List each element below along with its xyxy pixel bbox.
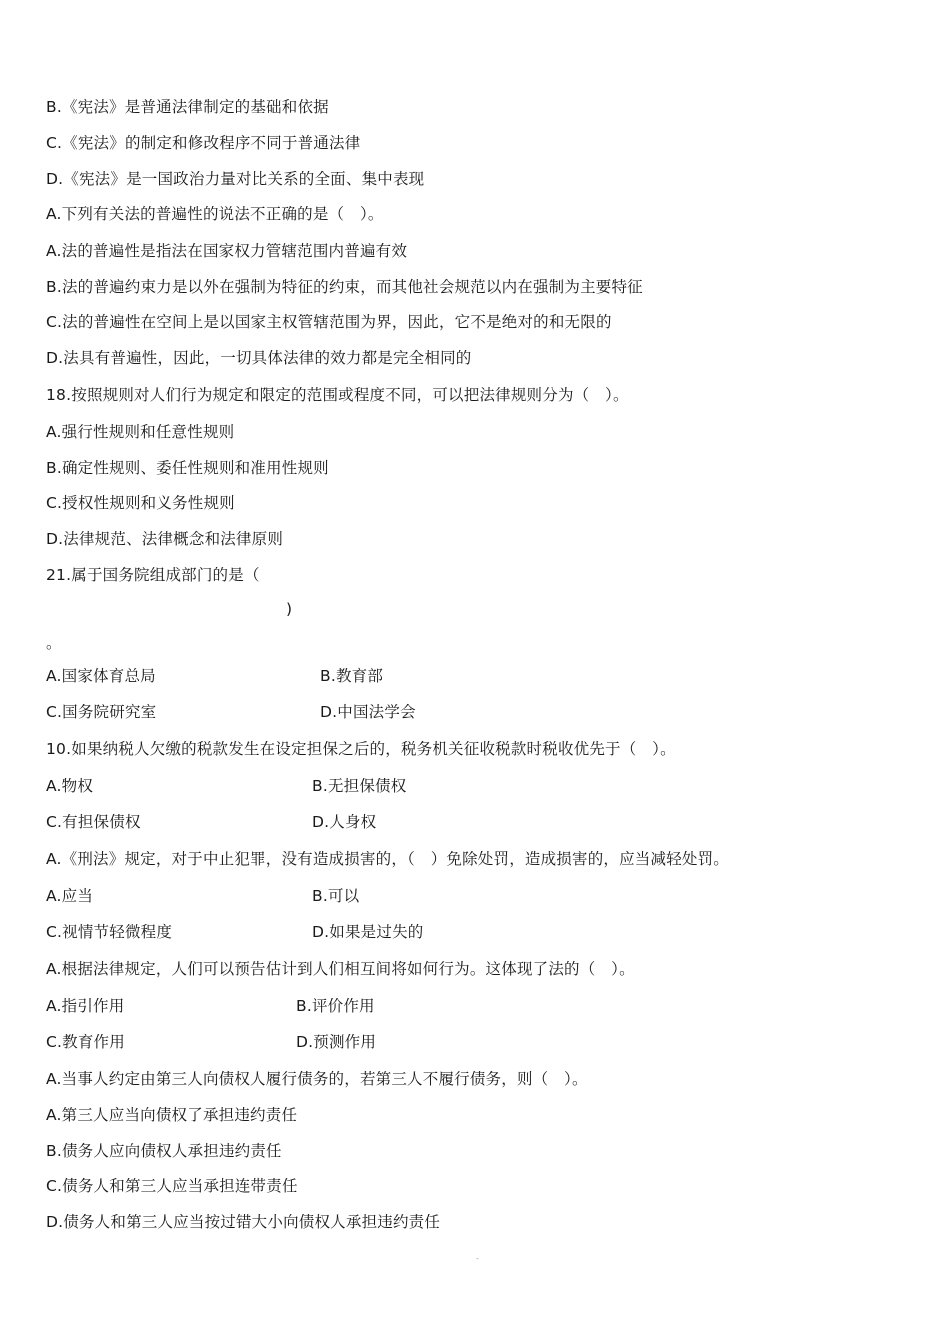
text-line: ) bbox=[286, 600, 293, 618]
option-text: A.国家体育总局 bbox=[46, 667, 156, 685]
option-text: D.法律规范、法律概念和法律原则 bbox=[46, 530, 284, 548]
option-text: D.中国法学会 bbox=[320, 703, 416, 721]
option-text: A.物权 bbox=[46, 777, 94, 795]
option-text: B.可以 bbox=[312, 887, 360, 905]
question-text: A.根据法律规定，人们可以预告估计到人们相互间将如何行为。这体现了法的（ ）。 bbox=[46, 960, 635, 978]
question-text: A.《刑法》规定，对于中止犯罪，没有造成损害的，（ ）免除处罚，造成损害的，应当减轻处罚。 bbox=[46, 850, 730, 868]
option-text: D.债务人和第三人应当按过错大小向债权人承担违约责任 bbox=[46, 1213, 441, 1231]
option-text: A.强行性规则和任意性规则 bbox=[46, 423, 235, 441]
option-text: C.债务人和第三人应当承担连带责任 bbox=[46, 1177, 298, 1195]
option-text: D.人身权 bbox=[312, 813, 377, 831]
question-text: A.下列有关法的普遍性的说法不正确的是（ ）。 bbox=[46, 205, 384, 223]
text-line: C.《宪法》的制定和修改程序不同于普通法律 bbox=[46, 134, 361, 152]
option-text: C.授权性规则和义务性规则 bbox=[46, 494, 235, 512]
option-text: C.法的普遍性在空间上是以国家主权管辖范围为界，因此，它不是绝对的和无限的 bbox=[46, 313, 612, 331]
option-text: A.指引作用 bbox=[46, 997, 125, 1015]
option-text: B.无担保债权 bbox=[312, 777, 407, 795]
option-text: A.法的普遍性是指法在国家权力管辖范围内普遍有效 bbox=[46, 242, 408, 260]
question-text: A.当事人约定由第三人向债权人履行债务的，若第三人不履行债务，则（ ）。 bbox=[46, 1070, 588, 1088]
option-text: B.法的普遍约束力是以外在强制为特征的约束，而其他社会规范以内在强制为主要特征 bbox=[46, 278, 643, 296]
option-text: D.如果是过失的 bbox=[312, 923, 424, 941]
question-text: 18.按照规则对人们行为规定和限定的范围或程度不同，可以把法律规则分为（ ）。 bbox=[46, 386, 629, 404]
option-text: C.国务院研究室 bbox=[46, 703, 157, 721]
option-text: C.教育作用 bbox=[46, 1033, 125, 1051]
page-mark: - bbox=[476, 1254, 479, 1263]
option-text: B.教育部 bbox=[320, 667, 384, 685]
option-text: B.评价作用 bbox=[296, 997, 375, 1015]
option-text: A.应当 bbox=[46, 887, 94, 905]
text-line: B.《宪法》是普通法律制定的基础和依据 bbox=[46, 98, 329, 116]
option-text: D.预测作用 bbox=[296, 1033, 377, 1051]
question-text: 21.属于国务院组成部门的是（ bbox=[46, 566, 260, 584]
option-text: A.第三人应当向债权了承担违约责任 bbox=[46, 1106, 298, 1124]
option-text: C.有担保债权 bbox=[46, 813, 141, 831]
text-line: 。 bbox=[46, 634, 62, 652]
option-text: D.法具有普遍性，因此，一切具体法律的效力都是完全相同的 bbox=[46, 349, 472, 367]
option-text: C.视情节轻微程度 bbox=[46, 923, 173, 941]
text-line: D.《宪法》是一国政治力量对比关系的全面、集中表现 bbox=[46, 170, 425, 188]
option-text: B.债务人应向债权人承担违约责任 bbox=[46, 1142, 282, 1160]
option-text: B.确定性规则、委任性规则和准用性规则 bbox=[46, 459, 329, 477]
question-text: 10.如果纳税人欠缴的税款发生在设定担保之后的，税务机关征收税款时税收优先于（ ）。 bbox=[46, 740, 676, 758]
